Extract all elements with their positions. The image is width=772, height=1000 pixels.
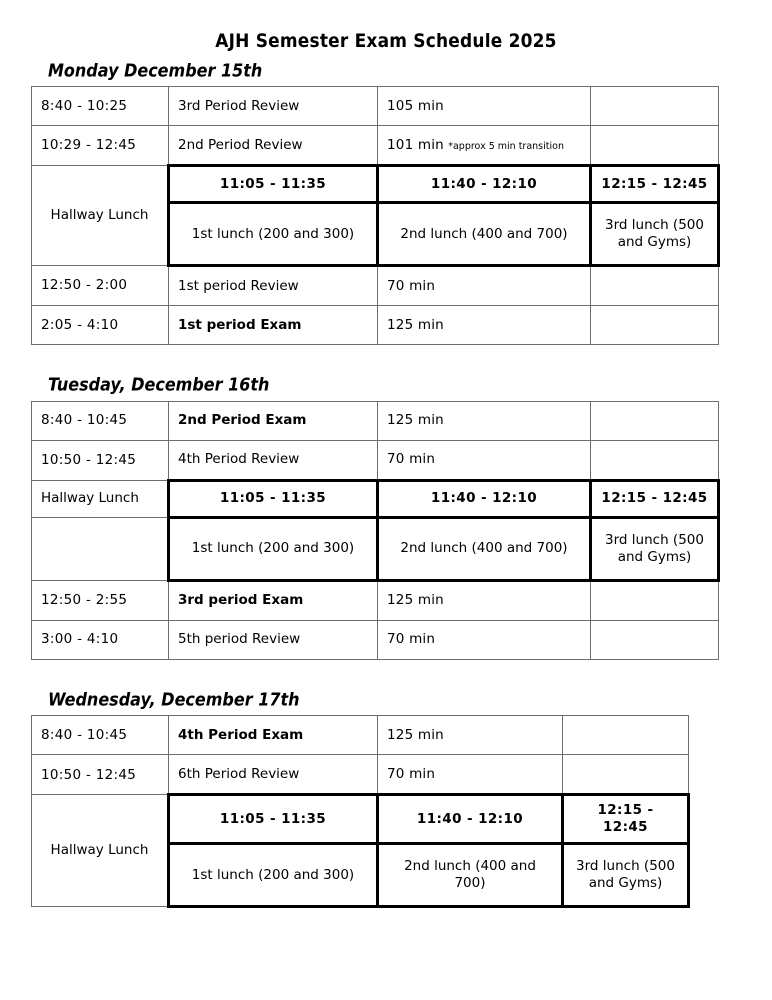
lunch-time-2: 11:40 - 12:10 — [378, 480, 591, 517]
activity-cell: 1st period Review — [169, 266, 378, 306]
notes-cell — [591, 620, 719, 659]
duration-cell — [378, 401, 591, 440]
lunch-group-3: 3rd lunch (500 and Gyms) — [563, 844, 689, 907]
table-row — [32, 306, 719, 345]
lunch-times-row — [32, 795, 689, 844]
lunch-times-row — [32, 480, 719, 517]
lunch-group-2: 2nd lunch (400 and 700) — [378, 517, 591, 580]
notes-cell — [591, 87, 719, 126]
time-cell: 8:40 - 10:45 — [32, 716, 169, 755]
table-row — [32, 580, 719, 620]
notes-cell — [591, 401, 719, 440]
activity-cell: 2nd Period Exam — [169, 401, 378, 440]
lunch-group-2: 2nd lunch (400 and 700) — [378, 203, 591, 266]
lunch-time-3: 12:15 - 12:45 — [563, 795, 689, 844]
notes-cell — [563, 716, 689, 755]
time-cell: 12:50 - 2:00 — [32, 266, 169, 306]
duration-cell — [378, 126, 591, 166]
time-cell: 2:05 - 4:10 — [32, 306, 169, 345]
duration-text: 70 min — [387, 631, 436, 648]
table-row — [32, 87, 719, 126]
hallway-lunch-label: Hallway Lunch — [32, 480, 169, 517]
day-section-monday — [0, 61, 772, 346]
duration-text: 125 min — [387, 412, 444, 429]
lunch-group-1: 1st lunch (200 and 300) — [169, 203, 378, 266]
duration-text: 70 min — [387, 766, 436, 783]
day-heading-tuesday: Tuesday, December 16th — [48, 374, 270, 396]
lunch-time-3: 12:15 - 12:45 — [591, 480, 719, 517]
notes-cell — [591, 126, 719, 166]
table-row — [32, 440, 719, 480]
notes-cell — [591, 266, 719, 306]
activity-cell: 2nd Period Review — [169, 126, 378, 166]
hallway-lunch-label: Hallway Lunch — [32, 795, 169, 907]
schedule-table-tuesday — [31, 401, 720, 660]
lunch-group-1: 1st lunch (200 and 300) — [169, 517, 378, 580]
activity-cell: 5th period Review — [169, 620, 378, 659]
notes-cell — [591, 580, 719, 620]
activity-cell: 4th Period Review — [169, 440, 378, 480]
activity-cell: 3rd Period Review — [169, 87, 378, 126]
day-heading-wednesday: Wednesday, December 17th — [48, 688, 300, 711]
page-title: AJH Semester Exam Schedule 2025 — [215, 30, 557, 53]
duration-note: *approx 5 min transition — [448, 140, 564, 152]
table-row — [32, 755, 689, 795]
time-cell: 3:00 - 4:10 — [32, 620, 169, 659]
duration-text: 101 min — [387, 136, 444, 153]
duration-cell — [378, 620, 591, 659]
duration-cell — [378, 266, 591, 306]
schedule-table-monday — [31, 86, 720, 345]
duration-text: 125 min — [387, 316, 444, 333]
lunch-group-2: 2nd lunch (400 and 700) — [378, 844, 563, 907]
activity-cell: 3rd period Exam — [169, 580, 378, 620]
time-cell: 10:50 - 12:45 — [32, 440, 169, 480]
duration-text: 105 min — [387, 97, 444, 114]
hallway-lunch-label: Hallway Lunch — [32, 166, 169, 266]
duration-text: 70 min — [387, 451, 436, 468]
duration-cell — [378, 306, 591, 345]
duration-text: 125 min — [387, 727, 444, 744]
lunch-time-3: 12:15 - 12:45 — [591, 166, 719, 203]
duration-text: 70 min — [387, 277, 436, 294]
duration-cell — [378, 716, 563, 755]
table-row — [32, 126, 719, 166]
lunch-time-1: 11:05 - 11:35 — [169, 795, 378, 844]
lunch-group-1: 1st lunch (200 and 300) — [169, 844, 378, 907]
notes-cell — [563, 755, 689, 795]
day-section-tuesday — [0, 375, 772, 660]
lunch-times-row — [32, 166, 719, 203]
time-cell: 12:50 - 2:55 — [32, 580, 169, 620]
lunch-time-1: 11:05 - 11:35 — [169, 480, 378, 517]
activity-cell: 6th Period Review — [169, 755, 378, 795]
duration-cell — [378, 755, 563, 795]
notes-cell — [591, 440, 719, 480]
notes-cell — [591, 306, 719, 345]
table-row — [32, 620, 719, 659]
day-section-wednesday — [0, 690, 772, 908]
lunch-group-3: 3rd lunch (500 and Gyms) — [591, 517, 719, 580]
lunch-label-empty-cell — [32, 517, 169, 580]
duration-cell — [378, 580, 591, 620]
lunch-time-2: 11:40 - 12:10 — [378, 795, 563, 844]
table-row — [32, 401, 719, 440]
activity-cell: 1st period Exam — [169, 306, 378, 345]
time-cell: 8:40 - 10:25 — [32, 87, 169, 126]
table-row — [32, 266, 719, 306]
lunch-time-2: 11:40 - 12:10 — [378, 166, 591, 203]
activity-cell: 4th Period Exam — [169, 716, 378, 755]
time-cell: 10:29 - 12:45 — [32, 126, 169, 166]
time-cell: 8:40 - 10:45 — [32, 401, 169, 440]
lunch-group-3: 3rd lunch (500 and Gyms) — [591, 203, 719, 266]
duration-cell — [378, 440, 591, 480]
lunch-names-row — [32, 517, 719, 580]
schedule-table-wednesday — [31, 715, 690, 908]
table-row — [32, 716, 689, 755]
time-cell: 10:50 - 12:45 — [32, 755, 169, 795]
day-heading-monday: Monday December 15th — [48, 59, 263, 81]
duration-text: 125 min — [387, 592, 444, 609]
duration-cell — [378, 87, 591, 126]
lunch-time-1: 11:05 - 11:35 — [169, 166, 378, 203]
